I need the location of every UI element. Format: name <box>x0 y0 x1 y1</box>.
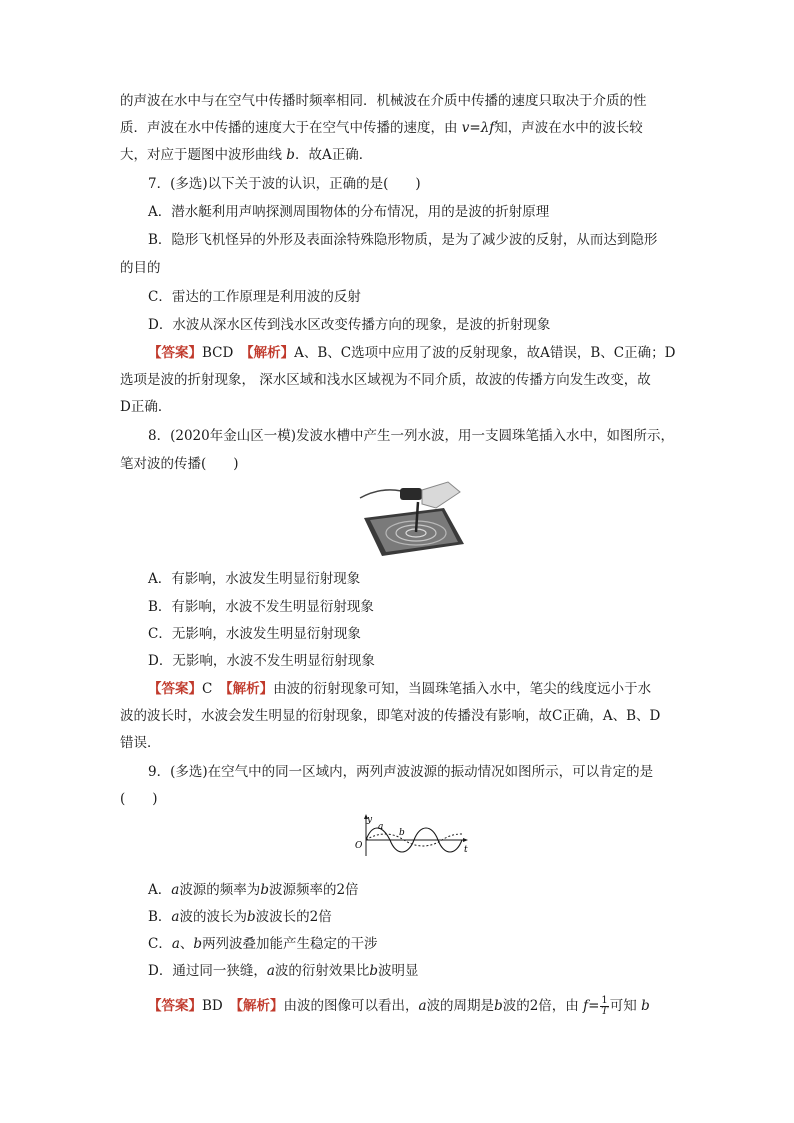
intro-line-2: 质．声波在水中传播的速度大于在空气中传播的速度，由 v=λf知，声波在水中的波长较 <box>120 120 643 136</box>
intro-line-3: 大，对应于题图中波形曲线 b．故A正确． <box>120 147 373 163</box>
t-axis-label: t <box>464 845 468 855</box>
q8-option-b: B．有影响，水波不发生明显衍射现象 <box>148 599 374 615</box>
answer-tag: 【答案】 <box>148 998 202 1014</box>
q7-option-a: A．潜水艇利用声呐探测周围物体的分布情况，用的是波的折射原理 <box>148 204 550 220</box>
curve-a-label: a <box>378 822 384 832</box>
q7-option-b-line-2: 的目的 <box>120 260 161 276</box>
q7-stem: 7．(多选)以下关于波的认识，正确的是( ) <box>148 176 421 192</box>
answer-tag: 【答案】 <box>148 681 202 697</box>
wave-formula: v=λf <box>461 120 495 136</box>
q7-analysis-line-3: D正确． <box>120 399 172 415</box>
q9-stem-line-1: 9．(多选)在空气中的同一区域内，两列声波波源的振动情况如图所示，可以肯定的是 <box>148 764 654 780</box>
q8-option-c: C．无影响，水波发生明显衍射现象 <box>148 626 361 642</box>
q8-stem-line-1: 8．(2020年金山区一模)发波水槽中产生一列水波，用一支圆珠笔插入水中，如图所示， <box>148 428 674 444</box>
ripple-tank-figure <box>356 478 466 558</box>
q9-option-a: A．a波源的频率为b波源频率的2倍 <box>148 882 359 898</box>
q9-answer-line-1: 【答案】BD 【解析】由波的图像可以看出，a波的周期是b波的2倍，由 f= $\frac{1}{T}$ 可知 b <box>148 995 650 1017</box>
y-axis-label: y <box>367 815 373 825</box>
q8-answer: C <box>202 681 213 697</box>
origin-label: O <box>355 841 363 851</box>
q9-option-c: C．a、b两列波叠加能产生稳定的干涉 <box>148 936 378 952</box>
q9-option-b: B．a波的波长为b波波长的2倍 <box>148 909 332 925</box>
q8-analysis-line-2: 波的波长时，水波会发生明显的衍射现象，即笔对波的传播没有影响，故C正确，A、B、D <box>120 708 661 724</box>
intro-line-1: 的声波在水中与在空气中传播时频率相同．机械波在介质中传播的速度只取决于介质的性 <box>120 93 647 109</box>
q8-analysis-line-3: 错误． <box>120 735 161 751</box>
curve-b-label: b <box>399 828 405 838</box>
q7-option-c: C．雷达的工作原理是利用波的反射 <box>148 289 361 305</box>
answer-tag: 【答案】 <box>148 345 202 361</box>
q7-answer-line-1: 【答案】BCD 【解析】A、B、C选项中应用了波的反射现象，故A错误，B、C正确；D <box>148 345 676 361</box>
q7-option-d: D．水波从深水区传到浅水区改变传播方向的现象，是波的折射现象 <box>148 317 551 333</box>
q8-answer-line-1: 【答案】C 【解析】由波的衍射现象可知，当圆珠笔插入水中，笔尖的线度远小于水 <box>148 681 652 697</box>
q8-option-d: D．无影响，水波不发生明显衍射现象 <box>148 653 375 669</box>
q9-answer: BD <box>202 998 223 1014</box>
q7-analysis-line-2: 选项是波的折射现象， 深水区域和浅水区域视为不同介质，故波的传播方向发生改变，故 <box>120 372 651 388</box>
frequency-fraction: $\frac{1}{T}$ <box>601 995 608 1017</box>
analysis-tag: 【解析】 <box>236 998 284 1014</box>
q8-stem-line-2: 笔对波的传播( ) <box>120 456 239 472</box>
q7-option-b-line-1: B．隐形飞机怪异的外形及表面涂特殊隐形物质，是为了减少波的反射，从而达到隐形 <box>148 232 658 248</box>
wave-graph <box>352 812 472 860</box>
analysis-tag: 【解析】 <box>246 345 295 361</box>
q9-stem-line-2: ( ) <box>120 791 158 807</box>
q8-option-a: A．有影响，水波发生明显衍射现象 <box>148 571 361 587</box>
analysis-tag: 【解析】 <box>225 681 274 697</box>
q9-option-d: D．通过同一狭缝，a波的衍射效果比b波明显 <box>148 963 419 979</box>
q7-answer: BCD <box>202 345 234 361</box>
